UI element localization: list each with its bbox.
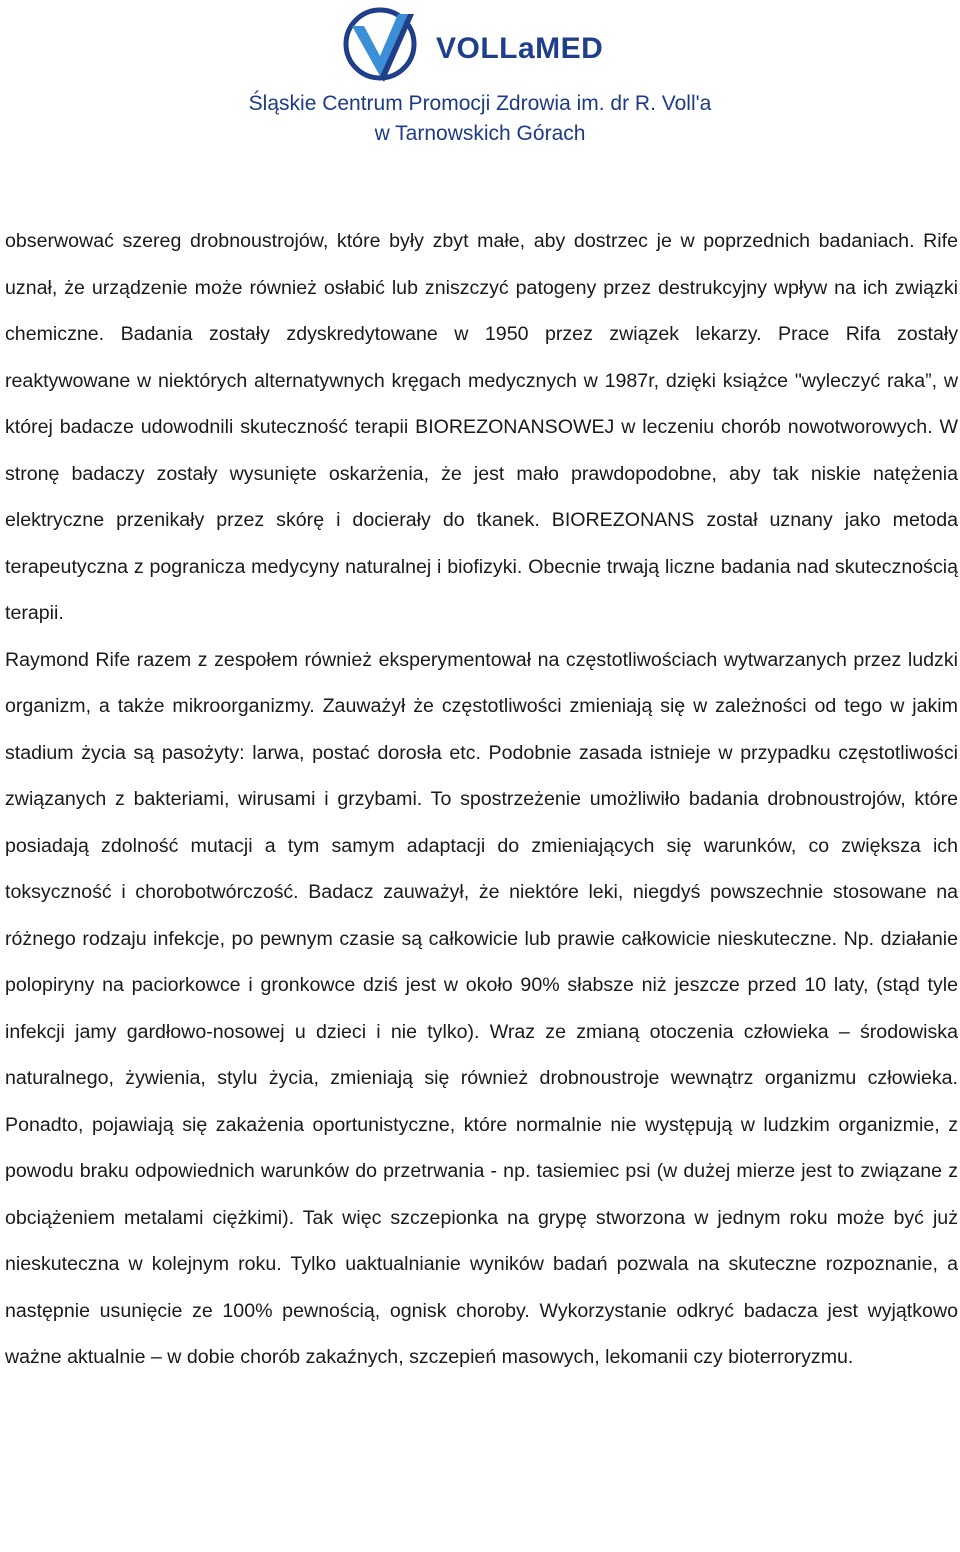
header-subtitle-line1: Śląskie Centrum Promocji Zdrowia im. dr R. Voll'a: [248, 92, 712, 115]
page-header: [0, 0, 960, 160]
paragraph-2: Raymond Rife razem z zespołem również eksperymentował na częstotliwościach wytwarzanych przez ludzki organizm, a także mikroorganizmy. Zauważył że częstotliwości zmieniają się w zależności od tego w jakim stadium życia są pasożyty: larwa, postać dorosła etc. Podobnie zasada istnieje w przypadku częstotliwości związanych z bakteriami, wirusami i grzybami. To spostrzeżenie umożliwiło badania drobnoustrojów, które posiadają zdolność mutacji a tym samym adaptacji do zmieniających się warunków, co zwiększa ich toksyczność i chorobotwórczość. Badacz zauważył, że niektóre leki, niegdyś powszechnie stosowane na różnego rodzaju infekcje, po pewnym czasie są całkowicie lub prawie całkowicie nieskuteczne. Np. działanie polopiryny na paciorkowce i gronkowce dziś jest w około 90% słabsze niż jeszcze przed 10 laty, (stąd tyle infekcji jamy gardłowo-nosowej u dzieci i nie tylko). Wraz ze zmianą otoczenia człowieka – środowiska naturalnego, żywienia, stylu życia, zmieniają się również drobnoustroje wewnątrz organizmu człowieka. Ponadto, pojawiają się zakażenia oportunistyczne, które normalnie nie występują w ludzkim organizmie, z powodu braku odpowiednich warunków do przetrwania - np. tasiemiec psi (w dużej mierze jest to związane z obciążeniem metalami ciężkimi). Tak więc szczepionka na grypę stworzona w jednym roku może być już nieskuteczna w kolejnym roku. Tylko uaktualnianie wyników badań pozwala na skuteczne rozpoznanie, a następnie usunięcie ze 100% pewnością, ognisk choroby. Wykorzystanie odkryć badacza jest wyjątkowo ważne aktualnie – w dobie chorób zakaźnych, szczepień masowych, lekomanii czy bioterroryzmu.: [5, 648, 958, 1368]
logo: [340, 4, 640, 84]
vollamed-v-logo-icon: [340, 4, 430, 84]
document-body: [5, 218, 958, 1381]
paragraph-1: obserwować szereg drobnoustrojów, które były zbyt małe, aby dostrzec je w poprzednich badaniach. Rife uznał, że urządzenie może również osłabić lub zniszczyć patogeny przez destrukcyjny wpływ na ich związki chemiczne. Badania zostały zdyskredytowane w 1950 przez związek lekarzy. Prace Rifa zostały reaktywowane w niektórych alternatywnych kręgach medycznych w 1987r, dzięki książce "wyleczyć raka”, w której badacze udowodnili skuteczność terapii BIOREZONANSOWEJ w leczeniu chorób nowotworowych. W stronę badaczy zostały wysunięte oskarżenia, że jest mało prawdopodobne, aby tak niskie natężenia elektryczne przenikały przez skórę i docierały do tkanek. BIOREZONANS został uznany jako metoda terapeutyczna z pogranicza medycyny naturalnej i biofizyki. Obecnie trwają liczne badania nad skutecznością terapii.: [5, 230, 958, 624]
logo-text: VOLLaMED: [436, 32, 604, 65]
header-subtitle-line2: w Tarnowskich Górach: [374, 122, 586, 145]
